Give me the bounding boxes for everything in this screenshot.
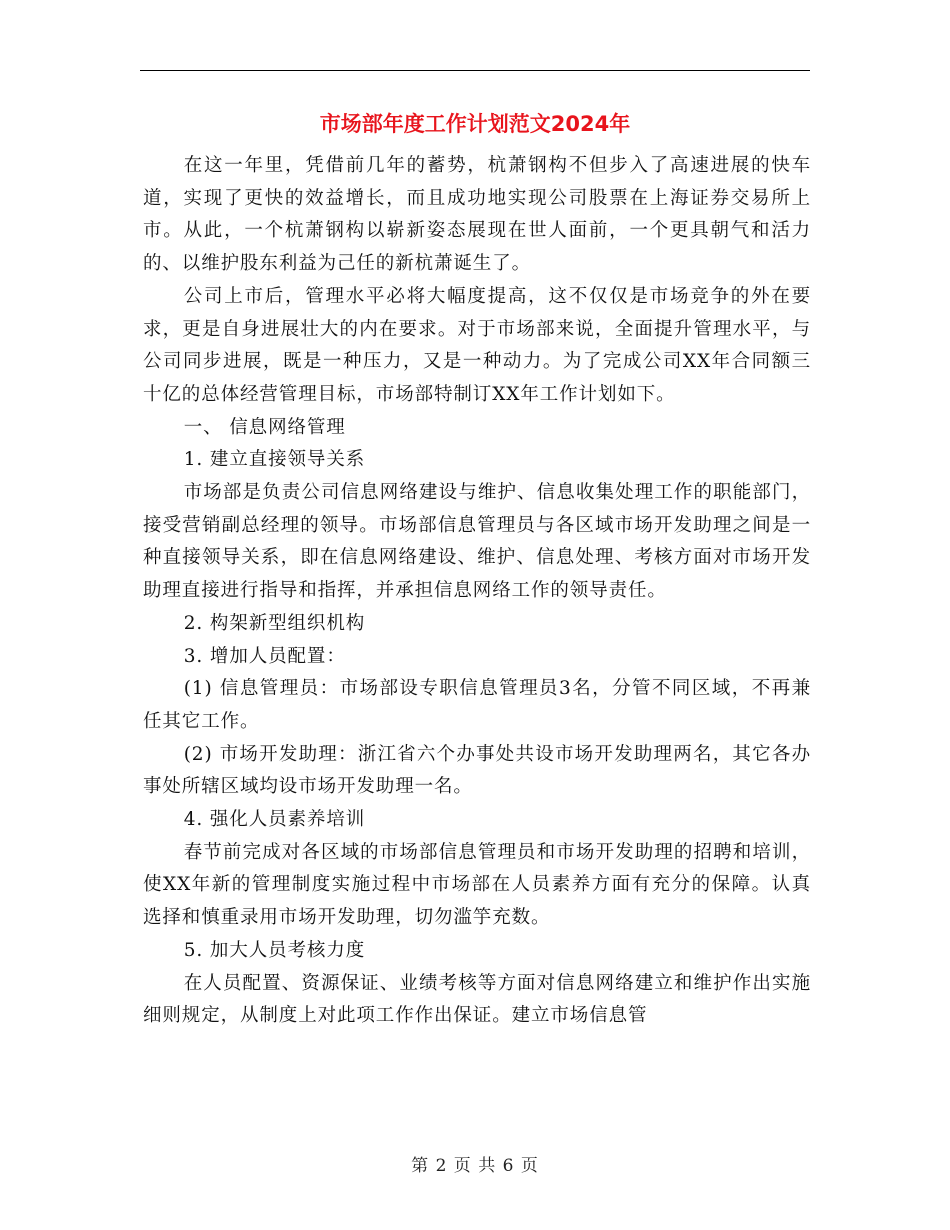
subheading-leadership: 1. 建立直接领导关系 <box>183 449 366 471</box>
list-item-info-manager: (1) 信息管理员：市场部设专职信息管理员3名，分管不同区域，不再兼任其它工作。 <box>143 678 811 732</box>
paragraph-listing: 公司上市后，管理水平必将大幅度提高，这不仅仅是市场竞争的外在要求，更是自身进展壮大的内在要求。对于市场部来说，全面提升管理水平，与公司同步进展，既是一种压力，又是一种动力。为了完成公司XX年合同额三十亿的总体经营管理目标，市场部特制订XX年工作计划如下。 <box>143 285 811 405</box>
section-heading-info-network: 一、 信息网络管理 <box>183 416 346 438</box>
paragraph-training: 春节前完成对各区域的市场部信息管理员和市场开发助理的招聘和培训，使XX年新的管理制度实施过程中市场部在人员素养方面有充分的保障。认真选择和慎重录用市场开发助理，切勿滥竽充数。 <box>143 841 811 929</box>
subheading-staffing: 3. 增加人员配置： <box>183 645 346 667</box>
header-rule <box>140 70 810 71</box>
page-number: 第 2 页 共 6 页 <box>411 1156 539 1176</box>
paragraph-assessment: 在人员配置、资源保证、业绩考核等方面对信息网络建立和维护作出实施细则规定，从制度上对此项工作作出保证。建立市场信息管 <box>143 972 811 1027</box>
list-item-market-assistant: (2) 市场开发助理：浙江省六个办事处共设市场开发助理两名，其它各办事处所辖区域均设市场开发助理一名。 <box>143 743 811 798</box>
subheading-training: 4. 强化人员素养培训 <box>183 809 366 831</box>
subheading-assessment: 5. 加大人员考核力度 <box>183 939 366 961</box>
paragraph-intro: 在这一年里，凭借前几年的蓄势，杭萧钢构不但步入了高速进展的快车道，实现了更快的效益增长，而且成功地实现公司股票在上海证券交易所上市。从此，一个杭萧钢构以崭新姿态展现在世人面前，一个更具朝气和活力的、以维护股东利益为己任的新杭萧诞生了。 <box>143 155 811 275</box>
document-body <box>143 150 811 1033</box>
subheading-organization: 2. 构架新型组织机构 <box>183 612 366 634</box>
paragraph-leadership: 市场部是负责公司信息网络建设与维护、信息收集处理工作的职能部门，接受营销副总经理的领导。市场部信息管理员与各区域市场开发助理之间是一种直接领导关系，即在信息网络建设、维护、信息处理、考核方面对市场开发助理直接进行指导和指挥，并承担信息网络工作的领导责任。 <box>143 482 811 602</box>
document-title: 市场部年度工作计划范文2024年 <box>319 112 631 136</box>
